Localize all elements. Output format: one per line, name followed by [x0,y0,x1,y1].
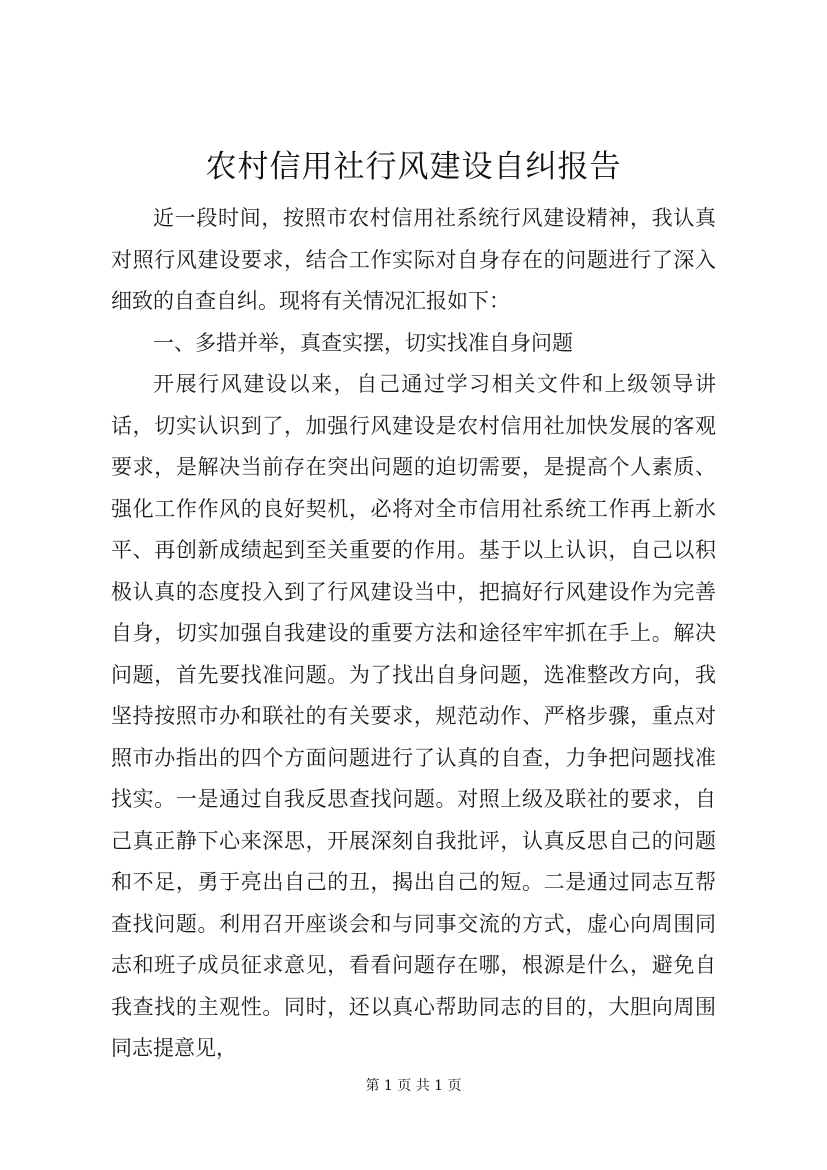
document-body [111,198,716,1070]
document-title: 农村信用社行风建设自纠报告 [205,149,622,185]
page-number-footer: 第 1 页 共 1 页 [365,1078,462,1094]
intro-paragraph: 近一段时间，按照市农村信用社系统行风建设精神，我认真对照行风建设要求，结合工作实际对自身存在的问题进行了深入细致的自查自纠。现将有关情况汇报如下： [111,206,716,313]
body-paragraph: 开展行风建设以来，自己通过学习相关文件和上级领导讲话，切实认识到了，加强行风建设是农村信用社加快发展的客观要求，是解决当前存在突出问题的迫切需要，是提高个人素质、强化工作作风的良好契机，必将对全市信用社系统工作再上新水平、再创新成绩起到至关重要的作用。基于以上认识，自己以积极认真的态度投入到了行风建设当中，把搞好行风建设作为完善自身，切实加强自我建设的重要方法和途径牢牢抓在手上。解决问题，首先要找准问题。为了找出自身问题，选准整改方向，我坚持按照市办和联社的有关要求，规范动作、严格步骤，重点对照市办指出的四个方面问题进行了认真的自查，力争把问题找准找实。一是通过自我反思查找问题。对照上级及联社的要求，自己真正静下心来深思，开展深刻自我批评，认真反思自己的问题和不足，勇于亮出自己的丑，揭出自己的短。二是通过同志互帮查找问题。利用召开座谈会和与同事交流的方式，虚心向周围同志和班子成员征求意见，看看问题存在哪，根源是什么，避免自我查找的主观性。同时，还以真心帮助同志的目的，大胆向周围同志提意见， [111,372,716,1060]
section-heading: 一、多措并举，真查实摆，切实找准自身问题 [153,330,573,355]
